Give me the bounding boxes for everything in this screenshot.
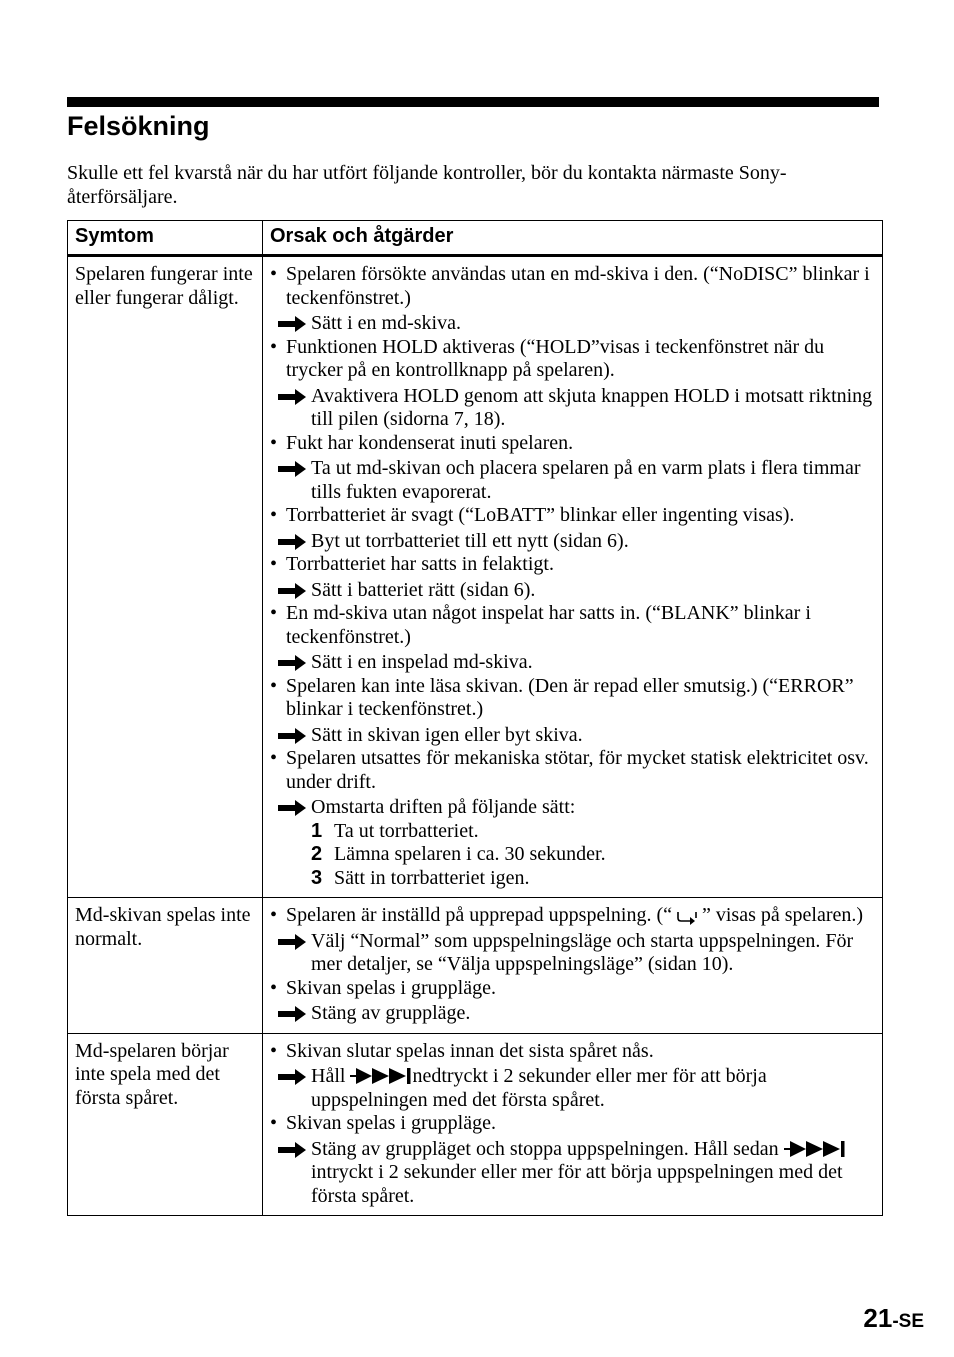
action-text: Avaktivera HOLD genom att skjuta knappen HOLD i motsatt riktning till pilen (sidorna 7, 18).	[311, 384, 873, 430]
arrow-right-icon	[278, 583, 306, 599]
action-item	[270, 796, 875, 820]
action-item	[270, 1002, 875, 1026]
cause-text: Torrbatteriet har satts in felaktigt.	[286, 553, 554, 575]
bullet: •	[270, 602, 278, 624]
step-item	[270, 843, 875, 867]
step-number: 2	[311, 843, 323, 865]
cause-text: Fukt har kondenserat inuti spelaren.	[286, 431, 574, 454]
arrow-right-icon	[278, 1006, 306, 1022]
cause-item	[270, 1040, 875, 1064]
cause-item	[270, 504, 875, 528]
action-item	[270, 651, 875, 675]
action-item	[270, 724, 875, 748]
action-text-pre: Håll	[311, 1065, 346, 1087]
title-rule	[67, 97, 879, 107]
bullet: •	[270, 747, 278, 769]
cause-text-post: ” visas på spelaren.)	[702, 904, 864, 926]
cause-item	[270, 977, 875, 1001]
page-number	[863, 1303, 924, 1334]
page-number-suffix: -SE	[892, 1311, 924, 1332]
arrow-right-icon	[278, 728, 306, 744]
bullet: •	[270, 431, 278, 454]
step-item	[270, 867, 875, 891]
cause-item	[270, 336, 875, 383]
cause-text: Funktionen HOLD aktiveras (“HOLD”visas i teckenfönstret när du trycker på en kontrollknapp på spelaren).	[286, 335, 825, 381]
table-row	[68, 256, 883, 898]
bullet: •	[270, 504, 278, 526]
cause-text: Spelaren försökte användas utan en md-skiva i den. (“NoDISC” blinkar i teckenfönstret.)	[286, 263, 870, 309]
arrow-right-icon	[278, 655, 306, 671]
cause-item	[270, 675, 875, 722]
intro-text: Skulle ett fel kvarstå när du har utfört följande kontroller, bör du kontakta närmaste Sony-återförsäljare.	[67, 162, 787, 208]
action-text: Byt ut torrbatteriet till ett nytt (sidan 6).	[311, 529, 629, 552]
cause-item	[270, 263, 875, 310]
play-next-icon	[350, 1068, 412, 1084]
cause-cell	[263, 256, 883, 898]
step-text: Ta ut torrbatteriet.	[334, 819, 479, 842]
cause-text: Torrbatteriet är svagt (“LoBATT” blinkar eller ingenting visas).	[286, 504, 795, 526]
page-number-value: 21	[863, 1303, 893, 1333]
action-text: Sätt i batteriet rätt (sidan 6).	[311, 578, 536, 601]
action-item	[270, 1065, 875, 1112]
table-row	[68, 1033, 883, 1216]
action-text: Välj “Normal” som uppspelningsläge och starta uppspelningen. För mer detaljer, se “Välja uppspelningsläge” (sidan 10).	[311, 929, 854, 975]
arrow-right-icon	[278, 934, 306, 950]
action-text-post: intryckt i 2 sekunder eller mer för att börja uppspelningen med det första spåret.	[311, 1161, 843, 1207]
header-cause-action: Orsak och åtgärder	[263, 221, 883, 256]
action-text: Sätt i en inspelad md-skiva.	[311, 651, 533, 673]
page-title: Felsökning	[67, 111, 210, 141]
step-number: 1	[311, 819, 323, 842]
cause-text-pre: Spelaren är inställd på upprepad uppspelning. (“	[286, 904, 672, 926]
cause-text: Skivan slutar spelas innan det sista spåret nås.	[286, 1039, 654, 1062]
cause-text: En md-skiva utan något inspelat har satts in. (“BLANK” blinkar i teckenfönstret.)	[286, 602, 811, 648]
troubleshooting-table	[67, 220, 883, 1216]
arrow-right-icon	[278, 461, 306, 477]
action-item	[270, 457, 875, 504]
cause-cell	[263, 1033, 883, 1216]
action-text: Sätt in skivan igen eller byt skiva.	[311, 723, 583, 746]
repeat-icon	[675, 909, 699, 927]
arrow-right-icon	[278, 389, 306, 405]
bullet: •	[270, 674, 278, 697]
symptom-cell: Md-spelaren börjar inte spela med det första spåret.	[68, 1033, 263, 1216]
cause-text: Skivan spelas i gruppläge.	[286, 976, 496, 999]
bullet: •	[270, 976, 278, 999]
action-item	[270, 579, 875, 603]
bullet: •	[270, 553, 278, 575]
bullet: •	[270, 1112, 278, 1134]
action-text-pre: Stäng av gruppläget och stoppa uppspelningen. Håll sedan	[311, 1137, 779, 1160]
cause-item	[270, 1112, 875, 1136]
cause-text: Skivan spelas i gruppläge.	[286, 1112, 496, 1134]
action-text: Omstarta driften på följande sätt:	[311, 796, 576, 818]
step-text: Sätt in torrbatteriet igen.	[334, 866, 530, 889]
action-item	[270, 530, 875, 554]
symptom-cell: Spelaren fungerar inte eller fungerar dåligt.	[68, 256, 263, 898]
cause-cell	[263, 898, 883, 1034]
play-next-icon	[784, 1141, 846, 1157]
action-item	[270, 1138, 875, 1209]
cause-text: Spelaren kan inte läsa skivan. (Den är repad eller smutsig.) (“ERROR” blinkar i teckenfönstret.)	[286, 674, 854, 720]
cause-item	[270, 904, 875, 928]
bullet: •	[270, 1039, 278, 1062]
action-text: Ta ut md-skivan och placera spelaren på en varm plats i flera timmar tills fukten evaporerat.	[311, 457, 861, 503]
action-item	[270, 930, 875, 977]
cause-item	[270, 747, 875, 794]
action-item	[270, 312, 875, 336]
action-item	[270, 385, 875, 432]
cause-item	[270, 553, 875, 577]
bullet: •	[270, 904, 278, 926]
step-text: Lämna spelaren i ca. 30 sekunder.	[334, 843, 606, 865]
action-text: Sätt i en md-skiva.	[311, 312, 461, 334]
cause-item	[270, 602, 875, 649]
step-number: 3	[311, 866, 323, 889]
arrow-right-icon	[278, 534, 306, 550]
bullet: •	[270, 335, 278, 358]
arrow-right-icon	[278, 316, 306, 332]
bullet: •	[270, 263, 278, 285]
table-header-row	[68, 221, 883, 256]
arrow-right-icon	[278, 800, 306, 816]
arrow-right-icon	[278, 1142, 306, 1158]
header-symptom: Symtom	[68, 221, 263, 256]
action-text-post: nedtryckt i 2 sekunder eller mer för att börja uppspelningen med det första spåret.	[311, 1065, 767, 1111]
arrow-right-icon	[278, 1069, 306, 1085]
symptom-cell: Md-skivan spelas inte normalt.	[68, 898, 263, 1034]
cause-item	[270, 432, 875, 456]
table-row	[68, 898, 883, 1034]
cause-text: Spelaren utsattes för mekaniska stötar, för mycket statisk elektricitet osv. under drift.	[286, 747, 869, 793]
step-item	[270, 820, 875, 844]
action-text: Stäng av gruppläge.	[311, 1002, 471, 1024]
